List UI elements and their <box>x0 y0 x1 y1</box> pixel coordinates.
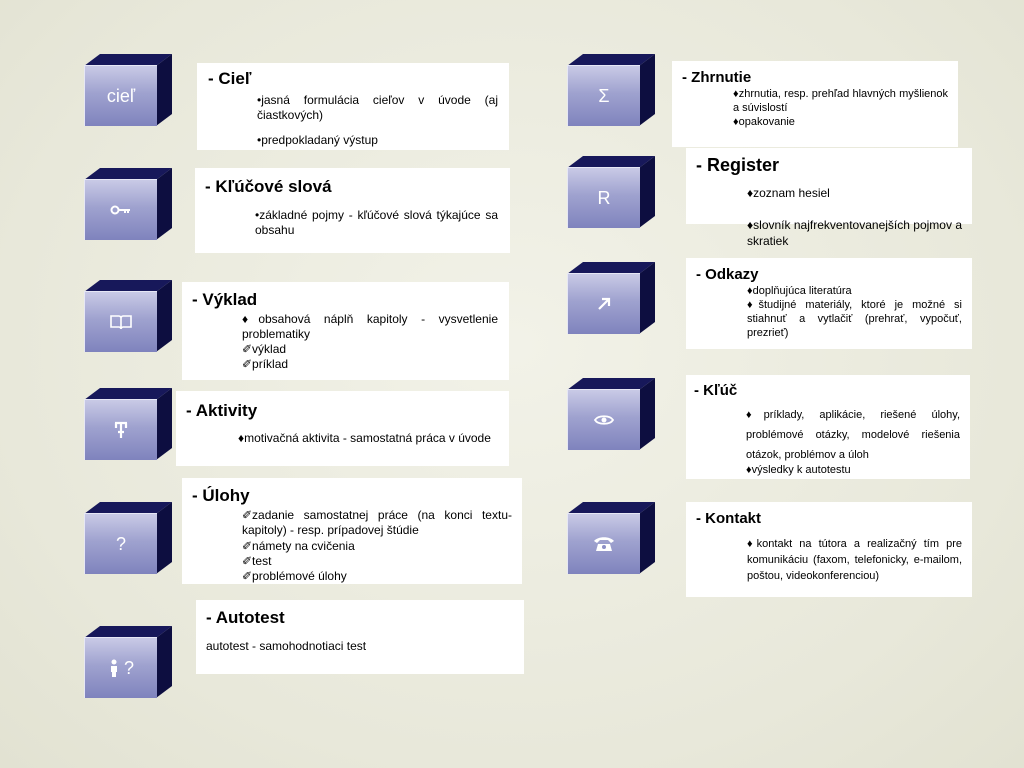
zhrnutie-box <box>567 54 655 126</box>
ciel-title: - Cieľ <box>208 69 252 88</box>
zhrnutie-panel <box>672 61 958 147</box>
ulohy-title: - Úlohy <box>192 486 250 505</box>
ulohy-box <box>84 502 172 574</box>
aktivity-panel <box>176 391 509 466</box>
odkazy-panel <box>686 258 972 349</box>
aktivity-box <box>84 388 172 460</box>
autotest-panel <box>196 600 524 674</box>
odkazy-box <box>567 262 655 334</box>
odkazy-item-2: ♦študijné materiály, ktoré je možné si stiahnuť a vytlačiť (prehrať, vypočuť, prezrieť) <box>747 299 962 339</box>
kluc-item-1: ♦príklady, aplikácie, riešené úlohy, problémové otázky, modelové riešenia otázok, problémov a úloh <box>746 409 960 461</box>
autotest-title: - Autotest <box>206 608 285 627</box>
kontakt-box <box>567 502 655 574</box>
kontakt-item-1: ♦kontakt na tútora a realizačný tím pre komunikáciu (faxom, telefonicky, e-mailom, poštou, videokonferenciou) <box>747 538 962 582</box>
vyklad-item-3: ✐príklad <box>242 357 289 371</box>
person-question-icon <box>84 637 157 698</box>
kontakt-panel <box>686 502 972 597</box>
register-box <box>567 156 655 228</box>
kluc-title: - Kľúč <box>694 382 738 399</box>
zhrnutie-item-1: ♦zhrnutia, resp. prehľad hlavných myšlienok a súvislostí <box>733 88 948 114</box>
ciel-item-2: •predpokladaný výstup <box>257 133 378 147</box>
ulohy-item-4: ✐problémové úlohy <box>242 569 347 583</box>
vyklad-item-2: ✐výklad <box>242 342 287 356</box>
key-icon <box>84 179 157 240</box>
register-icon: R <box>567 167 640 228</box>
kluc-item-2: ♦výsledky k autotestu <box>746 464 851 476</box>
ulohy-item-2: ✐námety na cvičenia <box>242 539 355 553</box>
register-item-2: ♦slovník najfrekventovanejších pojmov a skratiek <box>747 218 962 248</box>
kluc-panel <box>686 375 970 479</box>
question-icon: ? <box>84 513 157 574</box>
ulohy-item-1: ✐zadanie samostatnej práce (na konci textu-kapitoly) - resp. prípadovej štúdie <box>242 508 512 537</box>
klucove-title: - Kľúčové slová <box>205 177 332 196</box>
phone-icon <box>567 513 640 574</box>
ciel-icon-label: cieľ <box>84 65 157 126</box>
ciel-item-1: •jasná formulácia cieľov v úvode (aj čiastkových) <box>257 93 498 122</box>
aktivity-title: - Aktivity <box>186 401 258 420</box>
autotest-text: autotest - samohodnotiaci test <box>206 639 367 653</box>
vyklad-panel <box>182 282 509 380</box>
vyklad-item-1: ♦obsahová náplň kapitoly - vysvetlenie problematiky <box>242 312 498 341</box>
autotest-box <box>84 626 172 698</box>
odkazy-title: - Odkazy <box>696 266 759 283</box>
kluc-box <box>567 378 655 450</box>
zhrnutie-item-2: ♦opakovanie <box>733 116 795 128</box>
klucove-box <box>84 168 172 240</box>
vyklad-title: - Výklad <box>192 290 258 309</box>
eye-icon <box>567 389 640 450</box>
ciel-panel <box>197 63 509 150</box>
register-title: - Register <box>696 155 780 175</box>
autotest-icon-label: ? <box>123 657 134 678</box>
klucove-panel <box>195 168 510 253</box>
ulohy-panel <box>182 478 522 584</box>
klucove-item-1: •základné pojmy - kľúčové slová týkajúce sa obsahu <box>255 208 498 237</box>
tools-icon <box>84 399 157 460</box>
ulohy-item-3: ✐test <box>242 554 272 568</box>
sigma-icon: Σ <box>567 65 640 126</box>
ciel-box <box>84 54 172 126</box>
aktivity-item-1: ♦motivačná aktivita - samostatná práca v úvode <box>238 431 491 445</box>
book-icon <box>84 291 157 352</box>
zhrnutie-title: - Zhrnutie <box>682 69 752 86</box>
register-item-1: ♦zoznam hesiel <box>747 186 830 200</box>
arrow-icon <box>567 273 640 334</box>
odkazy-item-1: ♦doplňujúca literatúra <box>747 285 852 297</box>
kontakt-title: - Kontakt <box>696 510 761 527</box>
vyklad-box <box>84 280 172 352</box>
